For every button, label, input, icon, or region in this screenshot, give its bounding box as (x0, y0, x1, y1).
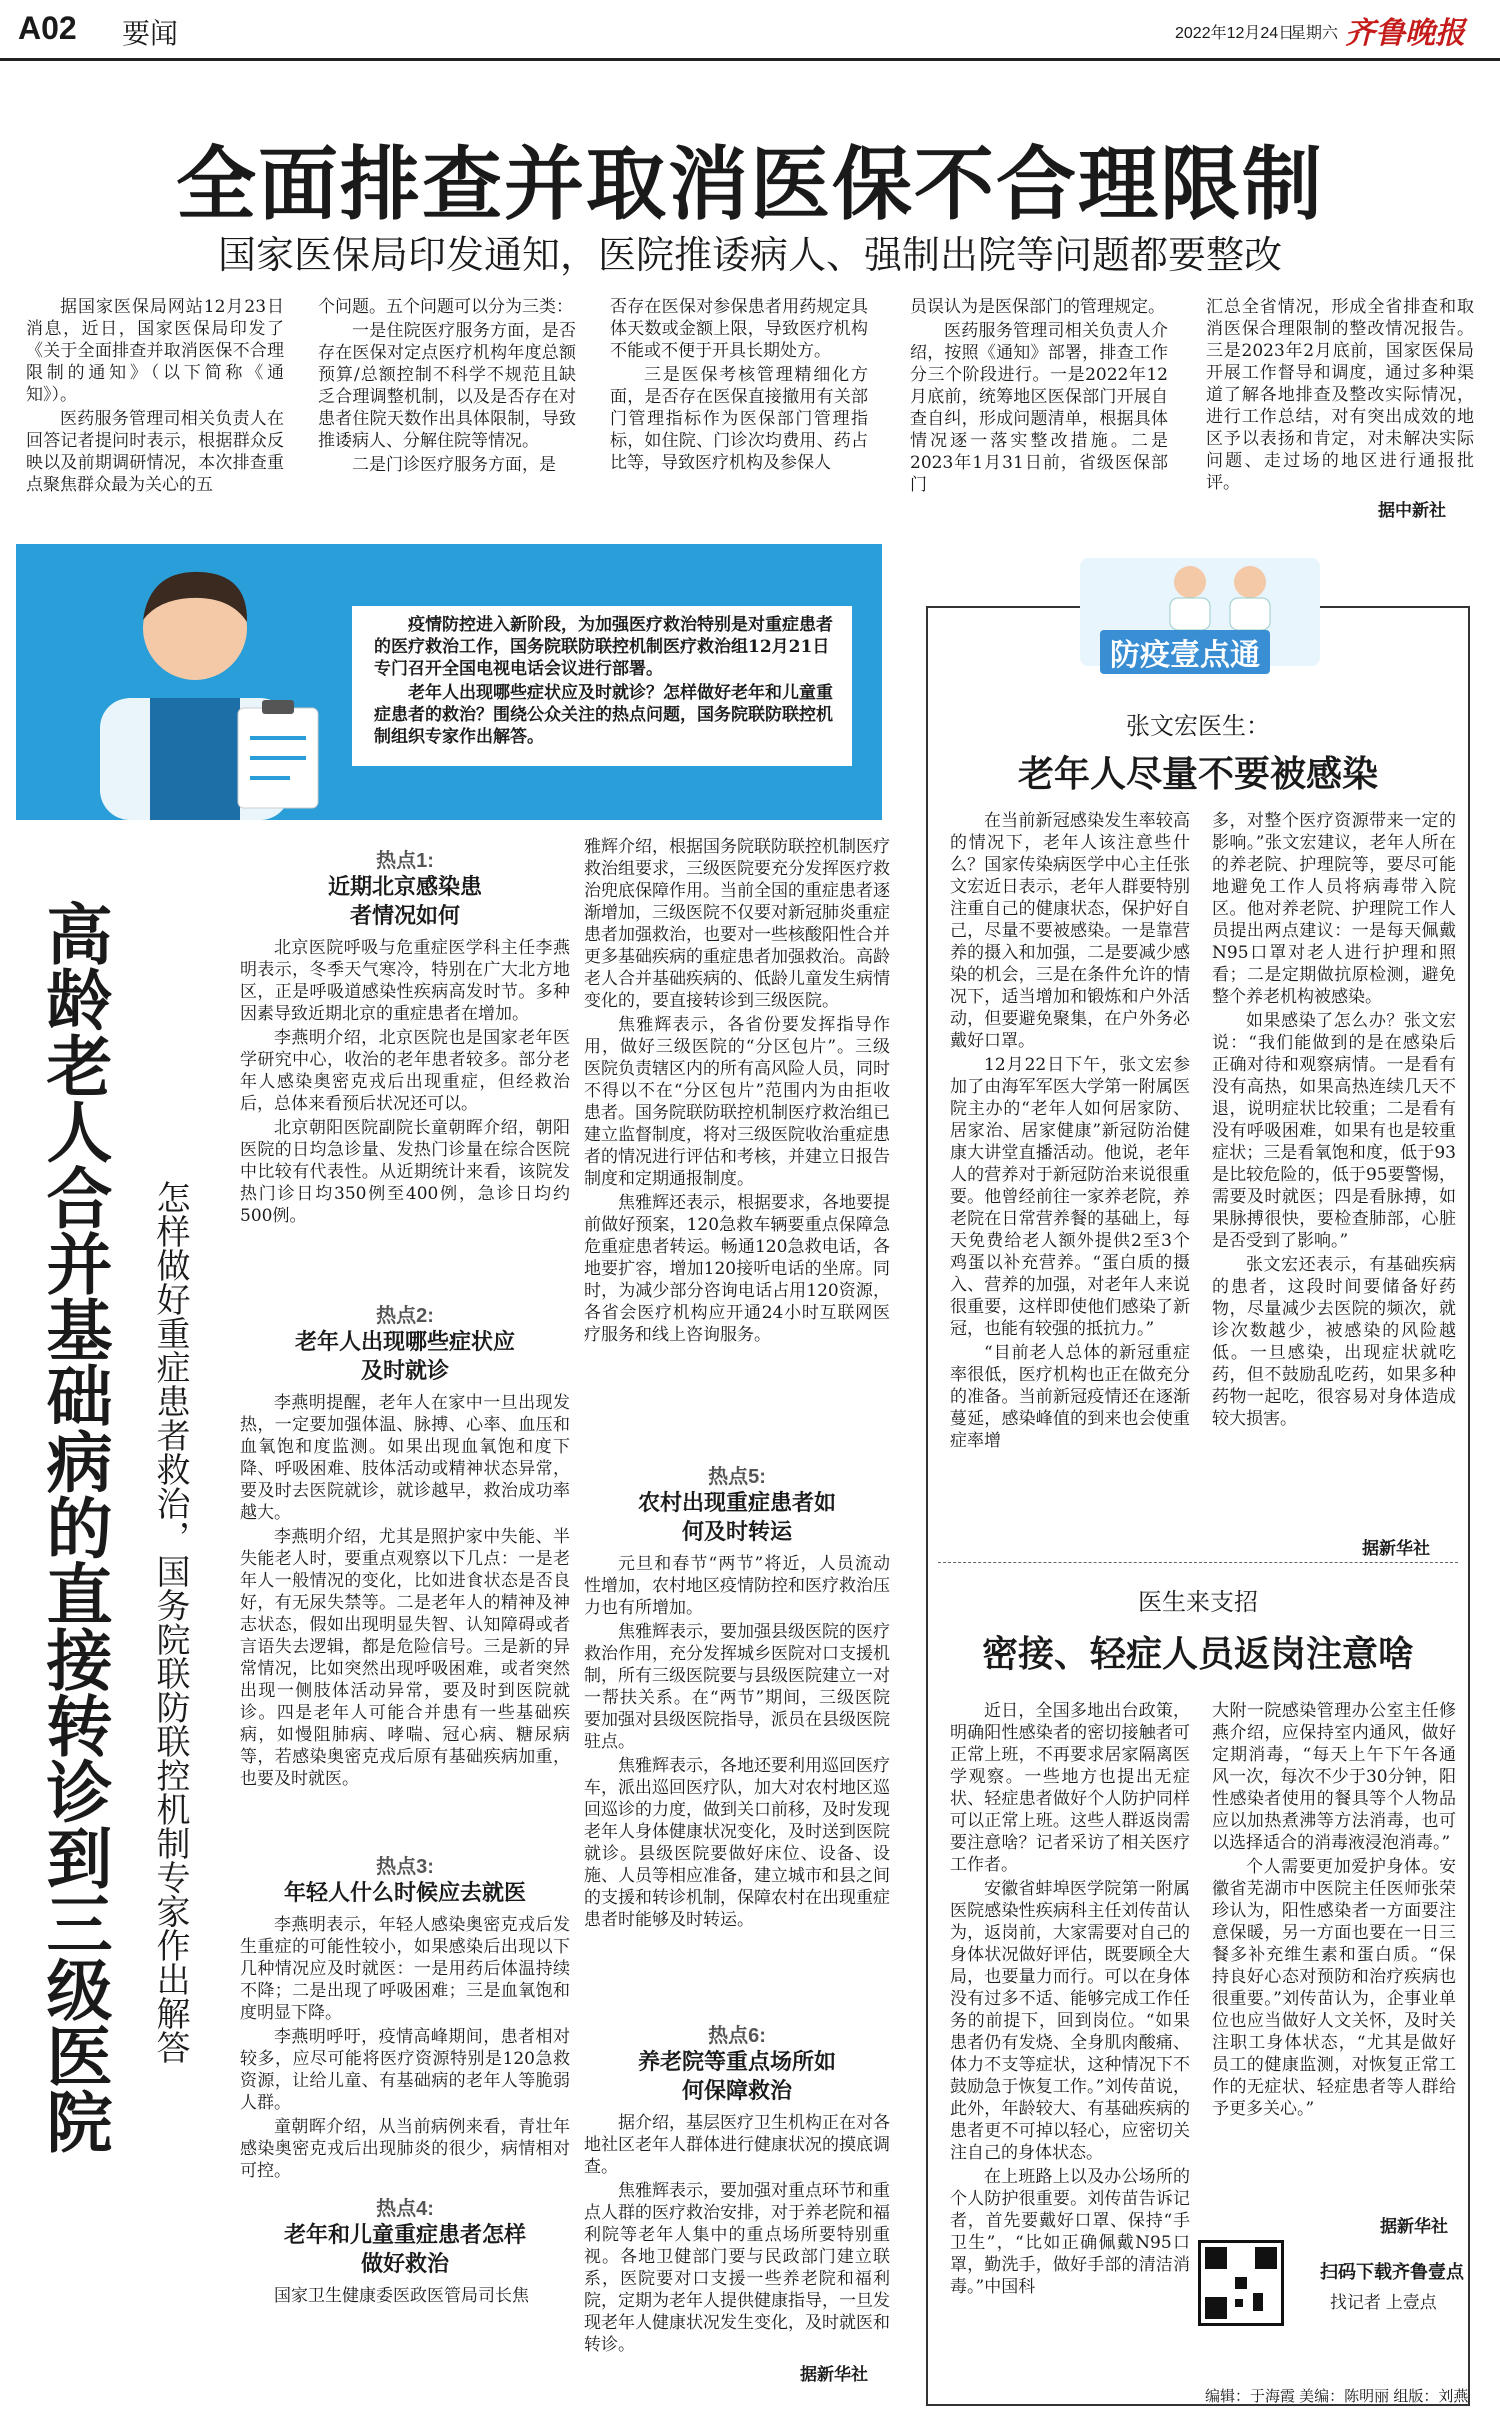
story2-column-1 (950, 1700, 1190, 2376)
lead-column-3 (610, 296, 868, 518)
paragraph: 据国家医保局网站12月23日消息，近日，国家医保局印发了《关于全面排查并取消医保不合理限制的通知》（以下简称《通知》）。 (26, 297, 284, 405)
paragraph: “目前老人总体的新冠重症率很低，医疗机构也正在做充分的准备。当前新冠疫情还在逐渐蔓延，感染峰值的到来也会使重症率增 (950, 1343, 1190, 1451)
lead-column-5 (1206, 296, 1474, 496)
qr-caption: 扫码下载齐鲁壹点 (1320, 2262, 1464, 2282)
hot-body (584, 1553, 890, 2007)
page-number: A02 (18, 10, 77, 46)
story-divider (938, 1562, 1458, 1564)
hot-title: 养老院等重点场所如何保障救治 (637, 2049, 836, 2104)
paragraph: 李燕明呼吁，疫情高峰期间，患者相对较多，应尽可能将医疗资源特别是120急救资源，让给儿童、有基础病的老年人等脆弱人群。 (240, 2027, 570, 2113)
hot-title: 年轻人什么时候应去就医 (283, 1880, 526, 1906)
section-name: 要闻 (122, 18, 179, 49)
hot-body (240, 937, 570, 1291)
paragraph: 一是住院医疗服务方面，是否存在医保对定点医疗机构年度总额预算/总额控制不科学不规范且缺乏合理调整机制，以及是否存在对患者住院天数作出具体限制，导致推诿病人、分解住院等情况。 (318, 321, 576, 451)
paragraph: 12月22日下午，张文宏参加了由海军军医大学第一附属医院主办的“老年人如何居家防、居家治、居家健康”新冠防治健康大讲堂直播活动。他说，老年人的营养对于新冠防治来说很重要。他曾经前往一家养老院，养老院在日常营养餐的基础上，每天免费给老人额外提供2至3个鸡蛋以补充营养。“蛋白质的摄入、营养的加强，对老年人来说很重要，这样即使他们感染了新冠，也能有较强的抵抗力。” (950, 1055, 1190, 1339)
paragraph: 北京朝阳医院副院长童朝晖介绍，朝阳医院的日均急诊量、发热门诊量在综合医院中比较有代表性。从近期统计来看，该院发热门诊日均350例至400例，急诊日均约500例。 (240, 1118, 570, 1226)
hot-tag: 热点2: (376, 1305, 434, 1327)
story1-column-2 (1212, 810, 1456, 1540)
paragraph: 据介绍，基层医疗卫生机构正在对各地社区老年人群体进行健康状况的摸底调查。 (584, 2113, 890, 2177)
hot-tag: 热点3: (376, 1856, 434, 1878)
feature-headline: 高龄老人合并基础病的直接转诊到三级医院 (35, 900, 113, 2154)
paragraph: 个问题。五个问题可以分为三类： (318, 297, 573, 317)
paragraph: 焦雅辉表示，各省份要发挥指导作用，做好三级医院的“分区包片”。三级医院负责辖区内的所有高风险人员，同时不得以不在“分区包片”范围内为由拒收患者。国务院联防联控机制医疗救治组已建立监督制度，将对三级医院收治重症患者的情况进行评估和考核，并建立日报告制度和定期通报制度。 (584, 1015, 890, 1189)
hot-title: 老年人出现哪些症状应及时就诊 (295, 1329, 516, 1384)
qr-caption-2: 找记者 上壹点 (1330, 2293, 1437, 2312)
hot-tag: 热点5: (708, 1466, 766, 1488)
banner-intro (374, 614, 844, 750)
paragraph: 元旦和春节“两节”将近，人员流动性增加，农村地区疫情防控和医疗救治压力也有所增加。 (584, 1554, 890, 1618)
paragraph: 童朝晖介绍，从当前病例来看，青壮年感染奥密克戎后出现肺炎的很少，病情相对可控。 (240, 2117, 570, 2181)
lead-column-1 (26, 296, 284, 518)
paragraph: 如果感染了怎么办？张文宏说：“我们能做到的是在感染后正确对待和观察病情。一是看有没有高热，如果高热连续几天不退，说明症状比较重；二是看有没有呼吸困难，如果有也是较重症状；三是看氧饱和度，低于93是比较危险的，低于95要警惕，需要及时就医；四是看脉搏，如果脉搏很快，要检查肺部，心脏是否受到了影响。” (1212, 1011, 1456, 1251)
doctor-illustration (40, 548, 340, 820)
lead-column-2 (318, 296, 576, 518)
hot-title: 老年和儿童重症患者怎样做好救治 (283, 2222, 526, 2277)
paragraph: 疫情防控进入新阶段，为加强医疗救治特别是对重症患者的医疗救治工作，国务院联防联控机制医疗救治组12月21日专门召开全国电视电话会议进行部署。 (374, 615, 833, 679)
paragraph: 雅辉介绍，根据国务院联防联控机制医疗救治组要求，三级医院要充分发挥医疗救治兜底保障作用。当前全国的重症患者逐渐增加，三级医院不仅要对新冠肺炎重症患者加强救治，也要对一些核酸阳性合并更多基础疾病的重症患者加强救治。高龄老人合并基础疾病的、低龄儿童发生病情变化的，要直接转诊到三级医院。 (584, 837, 890, 1011)
hot-body (240, 1914, 570, 2184)
issue-weekday: 星期六 (1290, 25, 1339, 42)
paragraph: 多，对整个医疗资源带来一定的影响。”张文宏建议，老年人所在的养老院、护理院等，要尽可能地避免工作人员将病毒带入院区。他对养老院、护理院工作人员提出两点建议：一是每天佩戴N95口罩对老人进行护理和照看；二是定期做抗原检测，避免整个养老机构被感染。 (1212, 811, 1456, 1007)
hot-tag: 热点6: (708, 2025, 766, 2047)
hot-tag: 热点1: (376, 850, 434, 872)
column-badge: 防疫壹点通 (1100, 630, 1270, 674)
paragraph: 李燕明提醒，老年人在家中一旦出现发热，一定要加强体温、脉搏、心率、血压和血氧饱和度监测。如果出现血氧饱和度下降、呼吸困难、肢体活动或精神状态异常，要及时去医院就诊，就诊越早，救治成功率越大。 (240, 1393, 570, 1523)
paragraph: 国家卫生健康委医政医管局司长焦 (274, 2286, 529, 2306)
hot-body (584, 2112, 890, 2382)
hot-title: 农村出现重症患者如何及时转运 (637, 1490, 836, 1545)
feature-column-a (240, 844, 570, 2309)
hot-body (240, 2285, 570, 2309)
story1-headline: 老年人尽量不要被感染 (1017, 753, 1378, 795)
paragraph: 老年人出现哪些症状应及时就诊？怎样做好老年和儿童重症患者的救治？围绕公众关注的热点问题，国务院联防联控机制组织专家作出解答。 (374, 683, 833, 747)
paragraph: 李燕明介绍，北京医院也是国家老年医学研究中心，收治的老年患者较多。部分老年人感染奥密克戎后出现重症，但经救治后，总体来看预后状况还可以。 (240, 1028, 570, 1114)
paragraph: 安徽省蚌埠医学院第一附属医院感染性疾病科主任刘传苗认为，返岗前，大家需要对自己的身体状况做好评估，既要顾全大局，也要量力而行。可以在身体没有过多不适、能够完成工作任务的前提下，回到岗位。“如果患者仍有发烧、全身肌肉酸痛、体力不支等症状，这种情况下不鼓励急于恢复工作。”刘传苗说，此外，年龄较大、有基础疾病的患者更不可掉以轻心，应密切关注自己的身体状态。 (950, 1879, 1190, 2163)
lead-byline: 据中新社 (1378, 501, 1446, 520)
newspaper-logo: 齐鲁晚报 (1345, 16, 1465, 51)
paragraph: 医药服务管理司相关负责人介绍，按照《通知》部署，排查工作分三个阶段进行。一是2022年12月底前，统筹地区医保部门开展自查自纠，形成问题清单，根据具体情况逐一落实整改措施。二是2023年1月31日前，省级医保部门 (910, 321, 1168, 495)
lead-subheadline: 国家医保局印发通知，医院推诿病人、强制出院等问题都要整改 (217, 233, 1282, 277)
paragraph: 否存在医保对参保患者用药规定具体天数或金额上限，导致医疗机构不能或不便于开具长期处方。 (610, 297, 868, 361)
paragraph: 李燕明表示，年轻人感染奥密克戎后发生重症的可能性较小，如果感染后出现以下几种情况应及时就医：一是用药后体温持续不降；二是出现了呼吸困难；三是血氧饱和度明显下降。 (240, 1915, 570, 2023)
hot-title: 近期北京感染患者情况如何 (327, 874, 482, 929)
lead-headline: 全面排查并取消医保不合理限制 (176, 137, 1324, 231)
issue-date: 2022年12月24日 (1175, 25, 1295, 42)
paragraph: 在上班路上以及办公场所的个人防护很重要。刘传苗告诉记者，首先要戴好口罩、保持“手卫生”，“比如正确佩戴N95口罩，勤洗手，做好手部的清洁消毒。”中国科 (950, 2167, 1190, 2297)
paragraph: 汇总全省情况，形成全省排查和取消医保合理限制的整改情况报告。三是2023年2月底前，国家医保局开展工作督导和调度，通过多种渠道了解各地排查及整改实际情况，进行工作总结，对有突出成效的地区予以表扬和肯定，对未解决实际问题、走过场的地区进行通报批评。 (1206, 297, 1474, 493)
story1-column-1 (950, 810, 1190, 1550)
story1-byline: 据新华社 (1362, 1539, 1430, 1558)
medics-illustration (1150, 560, 1300, 630)
story2-kicker: 医生来支招 (1138, 1588, 1258, 1616)
hot4-continued (584, 836, 890, 1442)
hot-body (240, 1392, 570, 1842)
paragraph: 北京医院呼吸与危重症医学科主任李燕明表示，冬季天气寒冷，特别在广大北方地区，正是呼吸道感染性疾病高发时节。多种因素导致近期北京的重症患者在增加。 (240, 938, 570, 1024)
paragraph: 焦雅辉表示，各地还要利用巡回医疗车，派出巡回医疗队，加大对农村地区巡回巡诊的力度，做到关口前移，及时发现老年人身体健康状况变化，及时送到医院就诊。县级医院要做好床位、设备、设施、人员等相应准备，建立城市和县之间的支援和转诊机制，保障农村在出现重症患者时能够及时转运。 (584, 1756, 890, 1930)
header-rule (0, 58, 1500, 61)
paragraph: 焦雅辉表示，要加强对重点环节和重点人群的医疗救治安排，对于养老院和福利院等老年人集中的重点场所要特别重视。各地卫健部门要与民政部门建立联系，医院要对口支援一些养老院和福利院，定期为老年人提供健康指导，一旦发现老年人健康状况发生变化，及时就医和转诊。 (584, 2181, 890, 2355)
story2-headline: 密接、轻症人员返岗注意啥 (981, 1633, 1414, 1675)
hot-tag: 热点4: (376, 2198, 434, 2220)
feature-column-b (584, 836, 890, 2382)
paragraph: 二是门诊医疗服务方面，是 (352, 455, 556, 475)
feature-byline: 据新华社 (800, 2365, 868, 2384)
paragraph: 近日，全国多地出台政策，明确阳性感染者的密切接触者可正常上班，不再要求居家隔离医学观察。一些地方也提出无症状、轻症患者做好个人防护同样可以正常上班。这些人群返岗需要注意啥？记者采访了相关医疗工作者。 (950, 1701, 1190, 1875)
paragraph: 医药服务管理司相关负责人在回答记者提问时表示，根据群众反映以及前期调研情况，本次排查重点聚焦群众最为关心的五 (26, 409, 284, 495)
qr-code[interactable] (1198, 2240, 1284, 2326)
paragraph: 在当前新冠感染发生率较高的情况下，老年人该注意些什么？国家传染病医学中心主任张文宏近日表示，老年人群要特别注重自己的健康状态，保护好自己，尽量不要被感染。一是靠营养的摄入和加强，二是要减少感染的机会，三是在条件允许的情况下，适当增加和锻炼和户外活动，但要避免聚集，在户外务必戴好口罩。 (950, 811, 1190, 1051)
paragraph: 员误认为是医保部门的管理规定。 (910, 297, 1165, 317)
paragraph: 张文宏还表示，有基础疾病的患者，这段时间要储备好药物，尽量减少去医院的频次，就诊次数越少，被感染的风险越低。一旦感染，出现症状就吃药，但不鼓励乱吃药，如果多种药物一起吃，很容易对身体造成较大损害。 (1212, 1255, 1456, 1429)
story2-byline: 据新华社 (1380, 2217, 1448, 2236)
paragraph: 焦雅辉表示，要加强县级医院的医疗救治作用，充分发挥城乡医院对口支援机制，所有三级医院要与县级医院建立一对一帮扶关系。在“两节”期间，三级医院要加强对县级医院指导，派员在县级医院驻点。 (584, 1622, 890, 1752)
paragraph: 大附一院感染管理办公室主任修燕介绍，应保持室内通风，做好定期消毒，“每天上午下午各通风一次，每次不少于30分钟，阳性感染者使用的餐具等个人物品应以加热煮沸等方法消毒，也可以选择适合的消毒液浸泡消毒。” (1212, 1701, 1456, 1853)
story2-column-2 (1212, 1700, 1456, 2140)
lead-column-4 (910, 296, 1168, 518)
paragraph: 个人需要更加爱护身体。安徽省芜湖市中医院主任医师张荣珍认为，阳性感染者一方面要注意保暖，另一方面也要在一日三餐多补充维生素和蛋白质。“保持良好心态对预防和治疗疾病也很重要。”刘传苗认为，企事业单位也应当做好人文关怀，及时关注职工身体状态，“尤其是做好员工的健康监测，对恢复正常工作的无症状、轻症患者等人群给予更多关心。” (1212, 1857, 1456, 2119)
story1-kicker: 张文宏医生： (1126, 712, 1270, 740)
feature-subheadline: 怎样做好重症患者救治，国务院联防联控机制专家作出解答 (150, 1180, 190, 2064)
paragraph: 焦雅辉还表示，根据要求，各地要提前做好预案，120急救车辆要重点保障急危重症患者转运。畅通120急救电话，各地要扩容，增加120接听电话的坐席。同时，为减少部分咨询电话占用120资源，各省会医疗机构应开通24小时互联网医疗服务和线上咨询服务。 (584, 1193, 890, 1345)
paragraph: 李燕明介绍，尤其是照护家中失能、半失能老人时，要重点观察以下几点：一是老年人一般情况的变化，比如进食状态是否良好，有无尿失禁等。二是老年人的精神及神志状态，假如出现明显失智、认知障碍或者言语失去逻辑，都是危险信号。三是新的异常情况，比如突然出现呼吸困难，或者突然出现一侧肢体活动异常，要及时到医院就诊。四是老年人可能合并患有一些基础疾病，如慢阻肺病、哮喘、冠心病、糖尿病等，若感染奥密克戎后原有基础疾病加重，也要及时就医。 (240, 1527, 570, 1789)
page-credits: 编辑：于海霞 美编：陈明丽 组版：刘燕 (1205, 2388, 1469, 2405)
paragraph: 三是医保考核管理精细化方面，是否存在医保直接撤用有关部门管理指标作为医保部门管理指标，如住院、门诊次均费用、药占比等，导致医疗机构及参保人 (610, 365, 868, 473)
